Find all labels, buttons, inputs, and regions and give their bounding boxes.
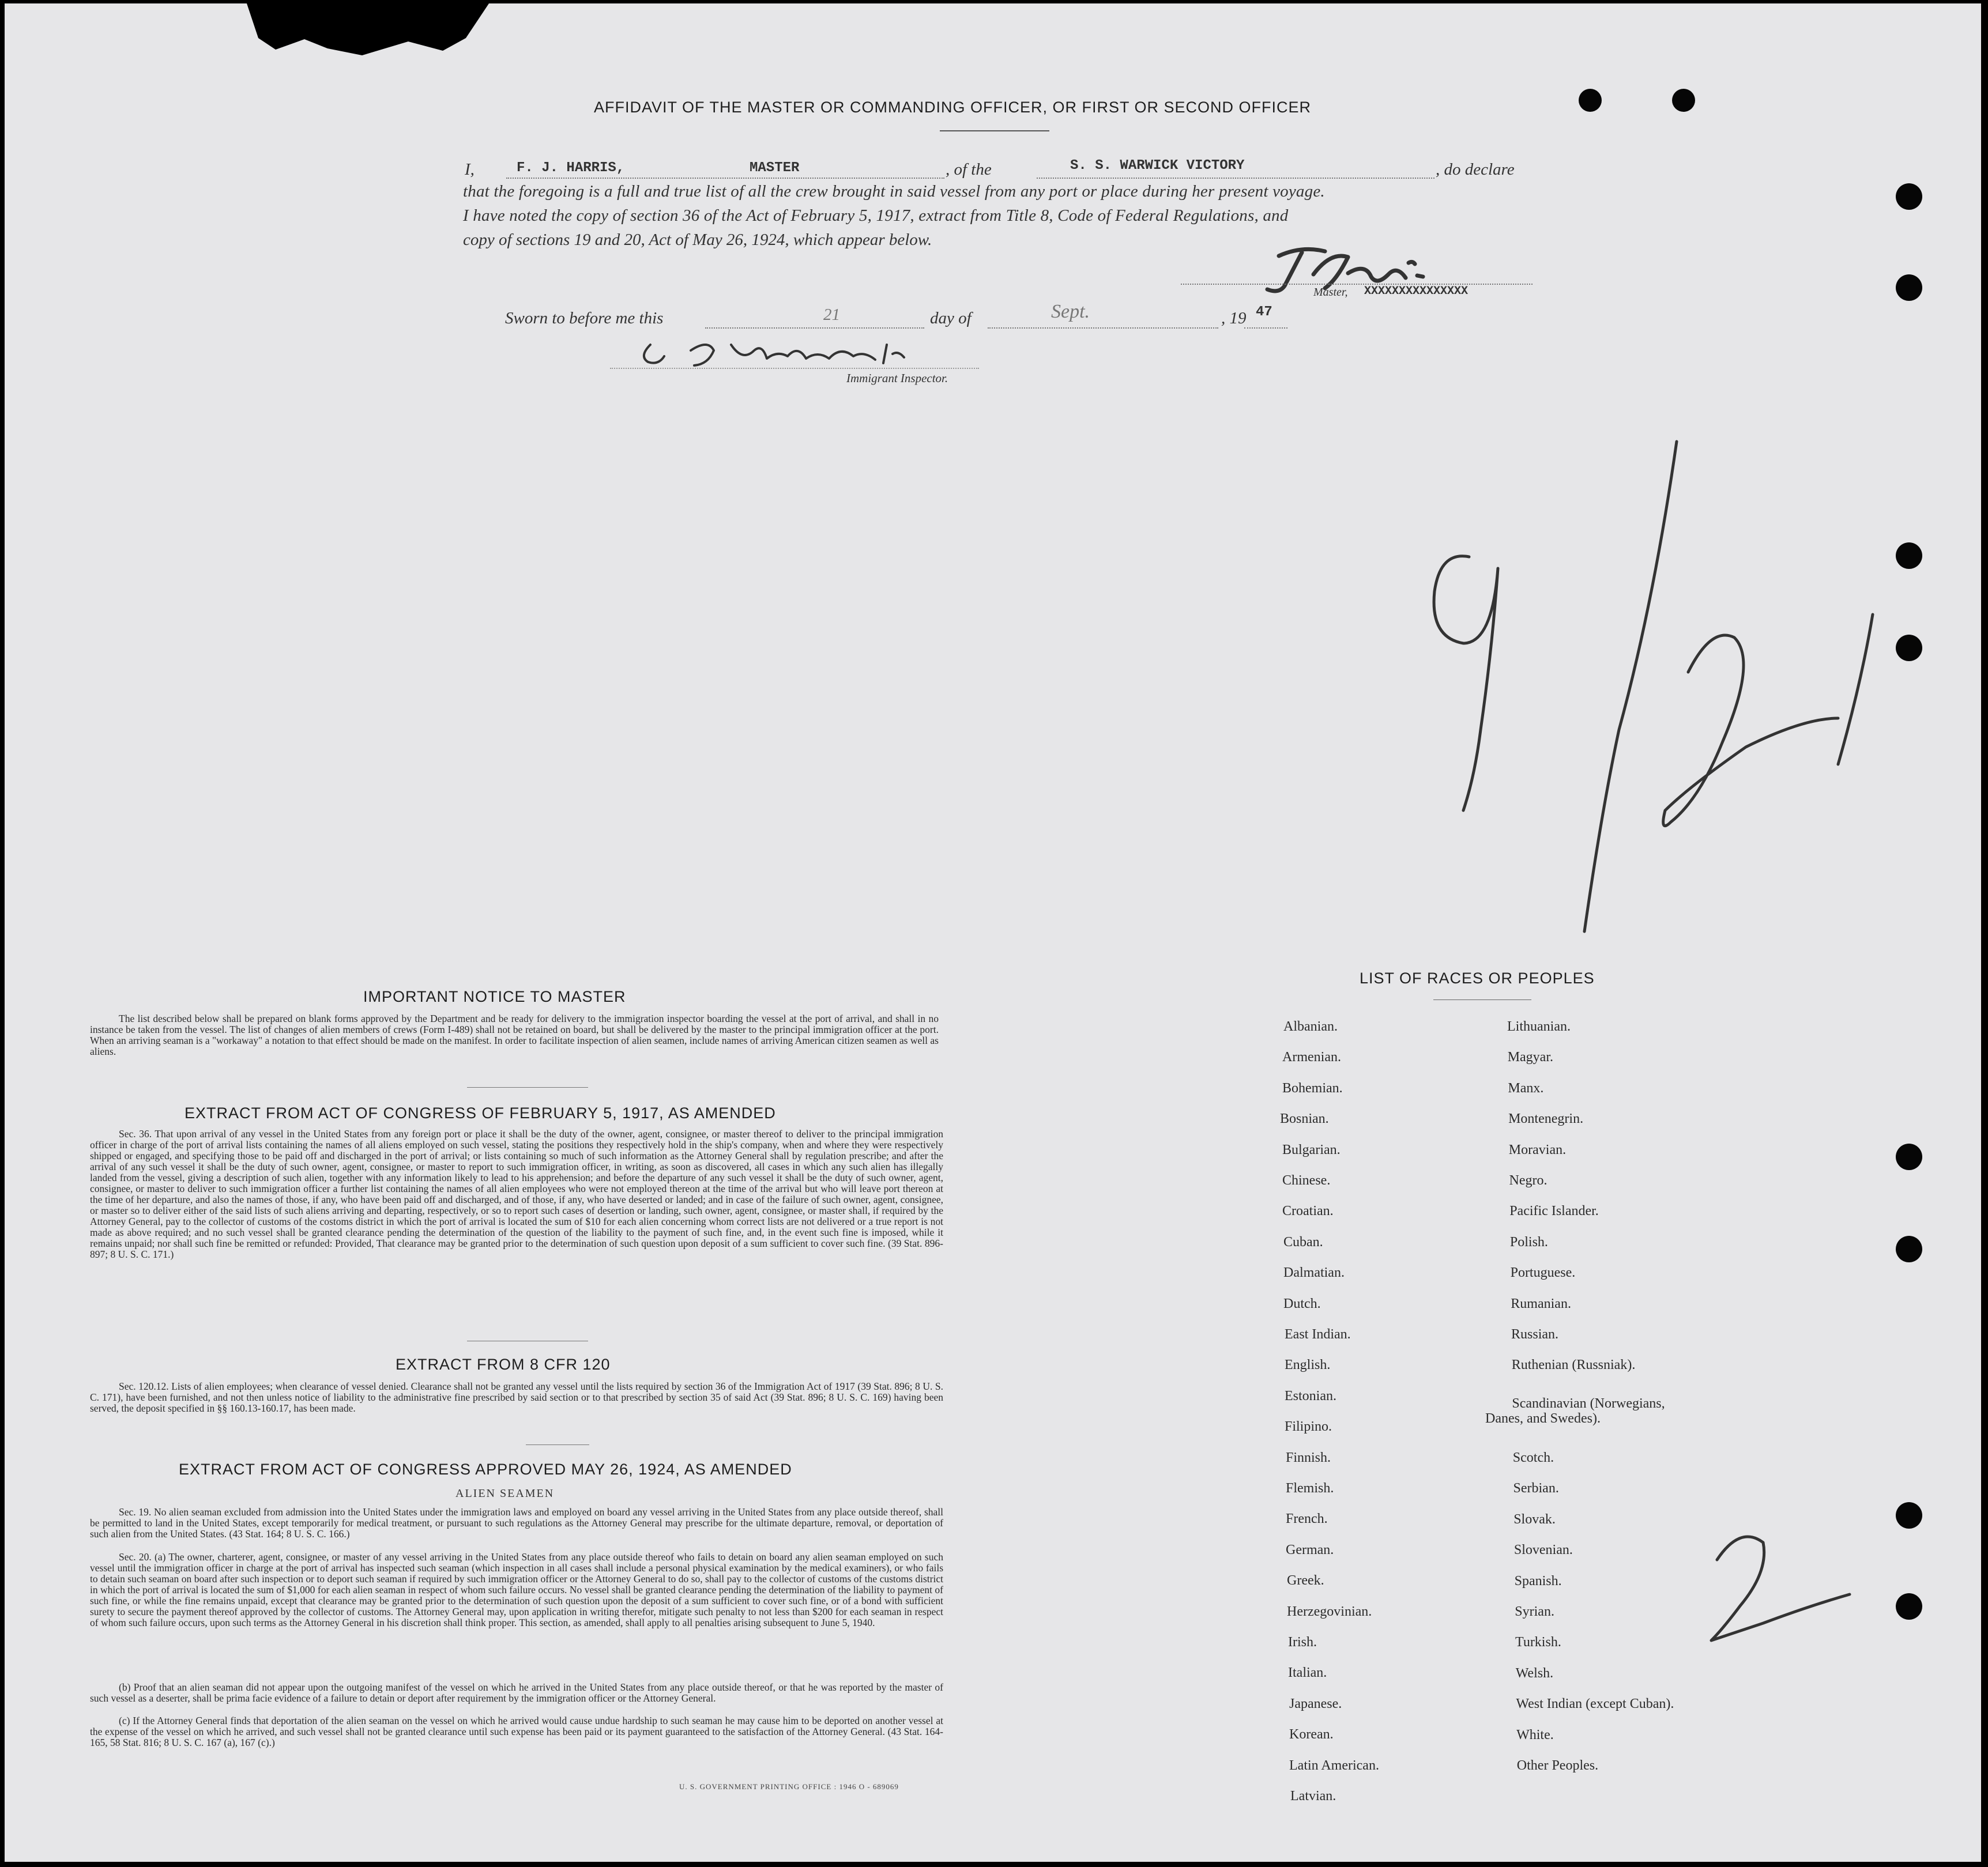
- race-item: Chinese.: [1282, 1173, 1331, 1188]
- inspector-line: [610, 368, 979, 369]
- race-item: Bohemian.: [1282, 1080, 1343, 1096]
- notice-title: IMPORTANT NOTICE TO MASTER: [363, 988, 626, 1005]
- race-item: English.: [1285, 1357, 1331, 1373]
- race-item: Croatian.: [1282, 1204, 1334, 1219]
- extract-1917-body: Sec. 36. That upon arrival of any vessel in the United States from any foreign port or place it shall be the duty of the owner, agent, consignee, or master thereof to deliver to the principal immigration officer in charge of the port of arrival lists containing the names of all aliens employed on such vessel, stating the positions they respectively hold in the ship's company, when and where they were respectively shipped or engaged, and specifying those to be paid off and discharged in the port of arrival; or lists containing so much of such information as the Attorney General shall by regulation prescribe; and after the arrival of any such vessel it shall be the duty of such owner, agent, consignee, or master to report to such immigration officer, in writing, as soon as discovered, all cases in which any such alien has illegally landed from the vessel, giving a description of such alien, together with any information likely to lead to his apprehension; and before the departure of any such vessel it shall be the duty of such owner, agent, consignee, or master to deliver to such immigration officer a further list containing the names of all alien employees who were not employed thereon at the time of the arrival but who will leave port thereon at the time of her departure, and also the names of those, if any, who have been paid off and discharged, and of those, if any, who have deserted or landed; and in case of the failure of such owner, agent, consignee, or master so to deliver either of the said lists of such aliens arriving and departing, respectively, or so to report such cases of desertion or landing, such owner, agent, consignee, or master shall, if required by the Attorney General, pay to the collector of customs of the costoms district in which the port of arrival is located the sum of $10 for each alien concerning whom correct lists are not delivered or a true report is not made as above required; and no such vessel shall be granted clearance pending the determination of the question of the liability to the payment of such fine, and, in the event such fine is imposed, while it remains unpaid; nor shall such fine be remitted or refunded: Provided, That clearance may be granted prior to the determination of such question upon deposit of a sum sufficient to cover such fine. (39 Stat. 896-897; 8 U. S. C. 171.): [90, 1128, 943, 1260]
- day-field-line: [705, 327, 924, 329]
- notice-body: The list described below shall be prepared on blank forms approved by the Department and be ready for delivery to the immigration inspector boarding the vessel at the port of arrival, and shall in no instance be taken from the vessel. The list of changes of alien members of crews (Form I-489) shall not be retained on board, but shall be delivered by the master to the principal immigration officer at the port. When an arriving seaman is a "workaway" a notation to that effect should be made on the manifest. In order to facilitate inspection of alien seamen, include names of arriving American citizen seamen as well as aliens.: [90, 1013, 939, 1057]
- race-item: Pacific Islander.: [1509, 1204, 1599, 1219]
- printer-imprint: U. S. GOVERNMENT PRINTING OFFICE : 1946 O - 689069: [679, 1782, 899, 1791]
- punch-hole: [1896, 274, 1922, 301]
- extract-1924-title: EXTRACT FROM ACT OF CONGRESS APPROVED MAY 26, 1924, AS AMENDED: [179, 1461, 792, 1478]
- race-item: Spanish.: [1514, 1573, 1562, 1589]
- sworn-label: Sworn to before me this: [505, 309, 664, 327]
- race-item: Dalmatian.: [1283, 1265, 1345, 1281]
- punch-hole: [1896, 1236, 1922, 1262]
- punch-hole: [1896, 1502, 1922, 1529]
- pronoun: I,: [465, 160, 475, 179]
- race-item: Slovak.: [1513, 1511, 1556, 1527]
- divider: [526, 1444, 589, 1445]
- race-item: Latin American.: [1289, 1757, 1379, 1773]
- sec-19-body: Sec. 19. No alien seaman excluded from admission into the United States under the immigration laws and employed on board any vessel arriving in the United States from any place outside thereof, shall be permitted to land in the United States, except temporarily for medical treatment, or pursuant to such regulations as the Attorney General may prescribe for the ultimate departure, removal, or deportation of such alien from the United States. (43 Stat. 164; 8 U. S. C. 166.): [90, 1506, 943, 1540]
- year-field-line: [1244, 327, 1287, 329]
- sworn-day: 21: [823, 305, 840, 324]
- race-item: Ruthenian (Russniak).: [1511, 1357, 1636, 1373]
- handwritten-page-number: [1677, 1508, 1861, 1658]
- name-field-line: [506, 178, 944, 179]
- race-item: Italian.: [1288, 1665, 1327, 1681]
- race-item: Syrian.: [1515, 1604, 1554, 1619]
- handwritten-date-annotation: [1377, 430, 1919, 949]
- struck-out-titles: XXXXXXXXXXXXXXX: [1364, 285, 1469, 298]
- races-title: LIST OF RACES OR PEOPLES: [1360, 970, 1595, 987]
- do-declare-label: , do declare: [1436, 160, 1515, 179]
- race-item: Greek.: [1287, 1573, 1324, 1589]
- affidavit-line-2: that the foregoing is a full and true list of all the crew brought in said vessel from any port or place during her present voyage.: [463, 182, 1325, 201]
- race-item: Slovenian.: [1513, 1542, 1573, 1558]
- sworn-year: 47: [1256, 304, 1272, 320]
- race-item: Polish.: [1509, 1234, 1548, 1250]
- race-item: Magyar.: [1507, 1050, 1553, 1065]
- race-item: Portuguese.: [1510, 1265, 1576, 1281]
- sworn-month: Sept.: [1051, 301, 1090, 322]
- race-item: Rumanian.: [1511, 1296, 1571, 1311]
- race-item: Turkish.: [1515, 1635, 1561, 1650]
- race-item: White.: [1516, 1727, 1554, 1742]
- race-item: Korean.: [1289, 1727, 1334, 1742]
- race-item: Estonian.: [1285, 1388, 1336, 1404]
- race-item: Welsh.: [1515, 1665, 1554, 1681]
- race-item: Negro.: [1509, 1173, 1548, 1188]
- race-item: Bosnian.: [1280, 1111, 1329, 1127]
- affidavit-line-4: copy of sections 19 and 20, Act of May 26, 1924, which appear below.: [463, 231, 932, 249]
- day-of-label: day of: [930, 309, 972, 327]
- month-field-line: [988, 327, 1218, 329]
- master-rank: MASTER: [750, 160, 800, 176]
- race-item: Dutch.: [1283, 1296, 1321, 1311]
- sec-20c-body: (c) If the Attorney General finds that deportation of the alien seaman on the vessel on which he arrived would cause undue hardship to such seaman he may cause him to be deported on another vessel at the expense of the vessel on which he arrived, and such vessel shall not be granted clearance until such expense has been paid or its payment guaranteed to the satisfaction of the Attorney General. (43 Stat. 164-165, 58 Stat. 816; 8 U. S. C. 167 (a), 167 (c).): [90, 1715, 943, 1748]
- alien-seamen-subtitle: ALIEN SEAMEN: [455, 1487, 555, 1500]
- punch-hole: [1896, 1593, 1922, 1620]
- punch-hole: [1896, 183, 1922, 210]
- affidavit-line-3: I have noted the copy of section 36 of the Act of February 5, 1917, extract from Title 8, Code of Federal Regulations, and: [463, 206, 1289, 225]
- race-item: French.: [1286, 1511, 1328, 1527]
- signature-caption: Master,: [1313, 286, 1348, 299]
- race-item: Montenegrin.: [1508, 1111, 1584, 1127]
- race-item: Albanian.: [1283, 1019, 1338, 1034]
- punch-hole: [1579, 89, 1602, 112]
- divider: [1433, 999, 1531, 1000]
- race-item: Latvian.: [1290, 1789, 1336, 1804]
- of-the-label: , of the: [946, 160, 992, 179]
- race-item: Scotch.: [1512, 1450, 1554, 1465]
- inspector-caption: Immigrant Inspector.: [846, 371, 948, 385]
- punch-hole: [1672, 89, 1695, 112]
- race-item: Flemish.: [1286, 1481, 1334, 1496]
- race-item: Danes, and Swedes).: [1485, 1411, 1601, 1426]
- race-item: Irish.: [1288, 1635, 1317, 1650]
- race-item: Japanese.: [1289, 1696, 1342, 1711]
- race-item: West Indian (except Cuban).: [1516, 1696, 1674, 1712]
- sec-20a-body: Sec. 20. (a) The owner, charterer, agent, consignee, or master of any vessel arriving in the United States from any place outside thereof who fails to detain on board any alien seaman employed on such vessel until the immigration officer in charge at the port of arrival has inspected such seaman (which inspection in all cases shall include a personal physical examination by the medical examiners), or who fails to detain such seaman on board after such inspection or to deport such seaman if required by such immigration officer or the Attorney General to do so, shall pay to the collector of customs of the customs district in which the port of arrival is located the sum of $1,000 for each alien seaman in respect of whom such failure occurs. No vessel shall be granted clearance pending the determination of the liability to payment of such fine, or while the fine remains unpaid, except that clearance may be granted prior to the determination of such question upon the deposit of a sum sufficient to cover such fine, or of a bond with sufficient surety to secure the payment thereof approved by the collector of customs. The Attorney General may, upon application in writing therefor, mitigate such penalty to not less than $200 for each seaman in respect of whom such failure occurs, upon such terms as the Attorney General in his discretion shall think proper. This section, as amended, shall apply to all penalties arising subsequent to June 5, 1940.: [90, 1551, 943, 1628]
- race-item: Russian.: [1511, 1327, 1559, 1342]
- race-item: Herzegovinian.: [1287, 1604, 1372, 1619]
- race-item: German.: [1286, 1542, 1334, 1557]
- race-item: Manx.: [1508, 1080, 1544, 1096]
- race-item: Filipino.: [1285, 1419, 1332, 1435]
- divider: [467, 1087, 588, 1088]
- year-prefix: , 19: [1221, 309, 1247, 327]
- document-page: [5, 3, 1981, 1862]
- race-item: Other Peoples.: [1516, 1758, 1599, 1773]
- race-item: Bulgarian.: [1282, 1142, 1341, 1157]
- race-item: Lithuanian.: [1507, 1019, 1571, 1034]
- extract-1917-title: EXTRACT FROM ACT OF CONGRESS OF FEBRUARY 5, 1917, AS AMENDED: [185, 1104, 776, 1122]
- torn-edge: [5, 3, 1981, 73]
- signature-line: [1181, 284, 1533, 285]
- master-name: F. J. HARRIS,: [517, 160, 625, 176]
- affidavit-title: AFFIDAVIT OF THE MASTER OR COMMANDING OFFICER, OR FIRST OR SECOND OFFICER: [594, 99, 1312, 116]
- punch-hole: [1896, 1144, 1922, 1170]
- race-item: Finnish.: [1286, 1450, 1331, 1465]
- divider: [940, 130, 1049, 131]
- race-item: Serbian.: [1513, 1481, 1559, 1496]
- sec-20b-body: (b) Proof that an alien seaman did not appear upon the outgoing manifest of the vessel on which he arrived in the United States from any place outside thereof, or that he was reported by the master of such vessel as a deserter, shall be prima facie evidence of a failure to detain or deport after requirement by the immigration officer or the Attorney General.: [90, 1681, 943, 1704]
- race-item: East Indian.: [1285, 1327, 1351, 1342]
- vessel-field-line: [1037, 178, 1434, 179]
- cfr-body: Sec. 120.12. Lists of alien employees; when clearance of vessel denied. Clearance shall not be granted any vessel until the lists required by section 36 of the Immigration Act of 1917 (39 Stat. 896; 8 U. S. C. 171), have been furnished, and not then unless notice of liability to the administrative fine prescribed by said section or to that prescribed by section 35 of said Act (39 Stat. 896; 8 U. S. C. 169) having been served, the deposit specified in §§ 160.13-160.17, has been made.: [90, 1381, 943, 1414]
- race-item: Moravian.: [1508, 1142, 1567, 1157]
- race-item: Armenian.: [1282, 1050, 1341, 1065]
- vessel-name: S. S. WARWICK VICTORY: [1070, 158, 1245, 174]
- race-item: Scandinavian (Norwegians,: [1512, 1396, 1665, 1411]
- cfr-title: EXTRACT FROM 8 CFR 120: [396, 1356, 611, 1373]
- race-item: Cuban.: [1283, 1234, 1323, 1250]
